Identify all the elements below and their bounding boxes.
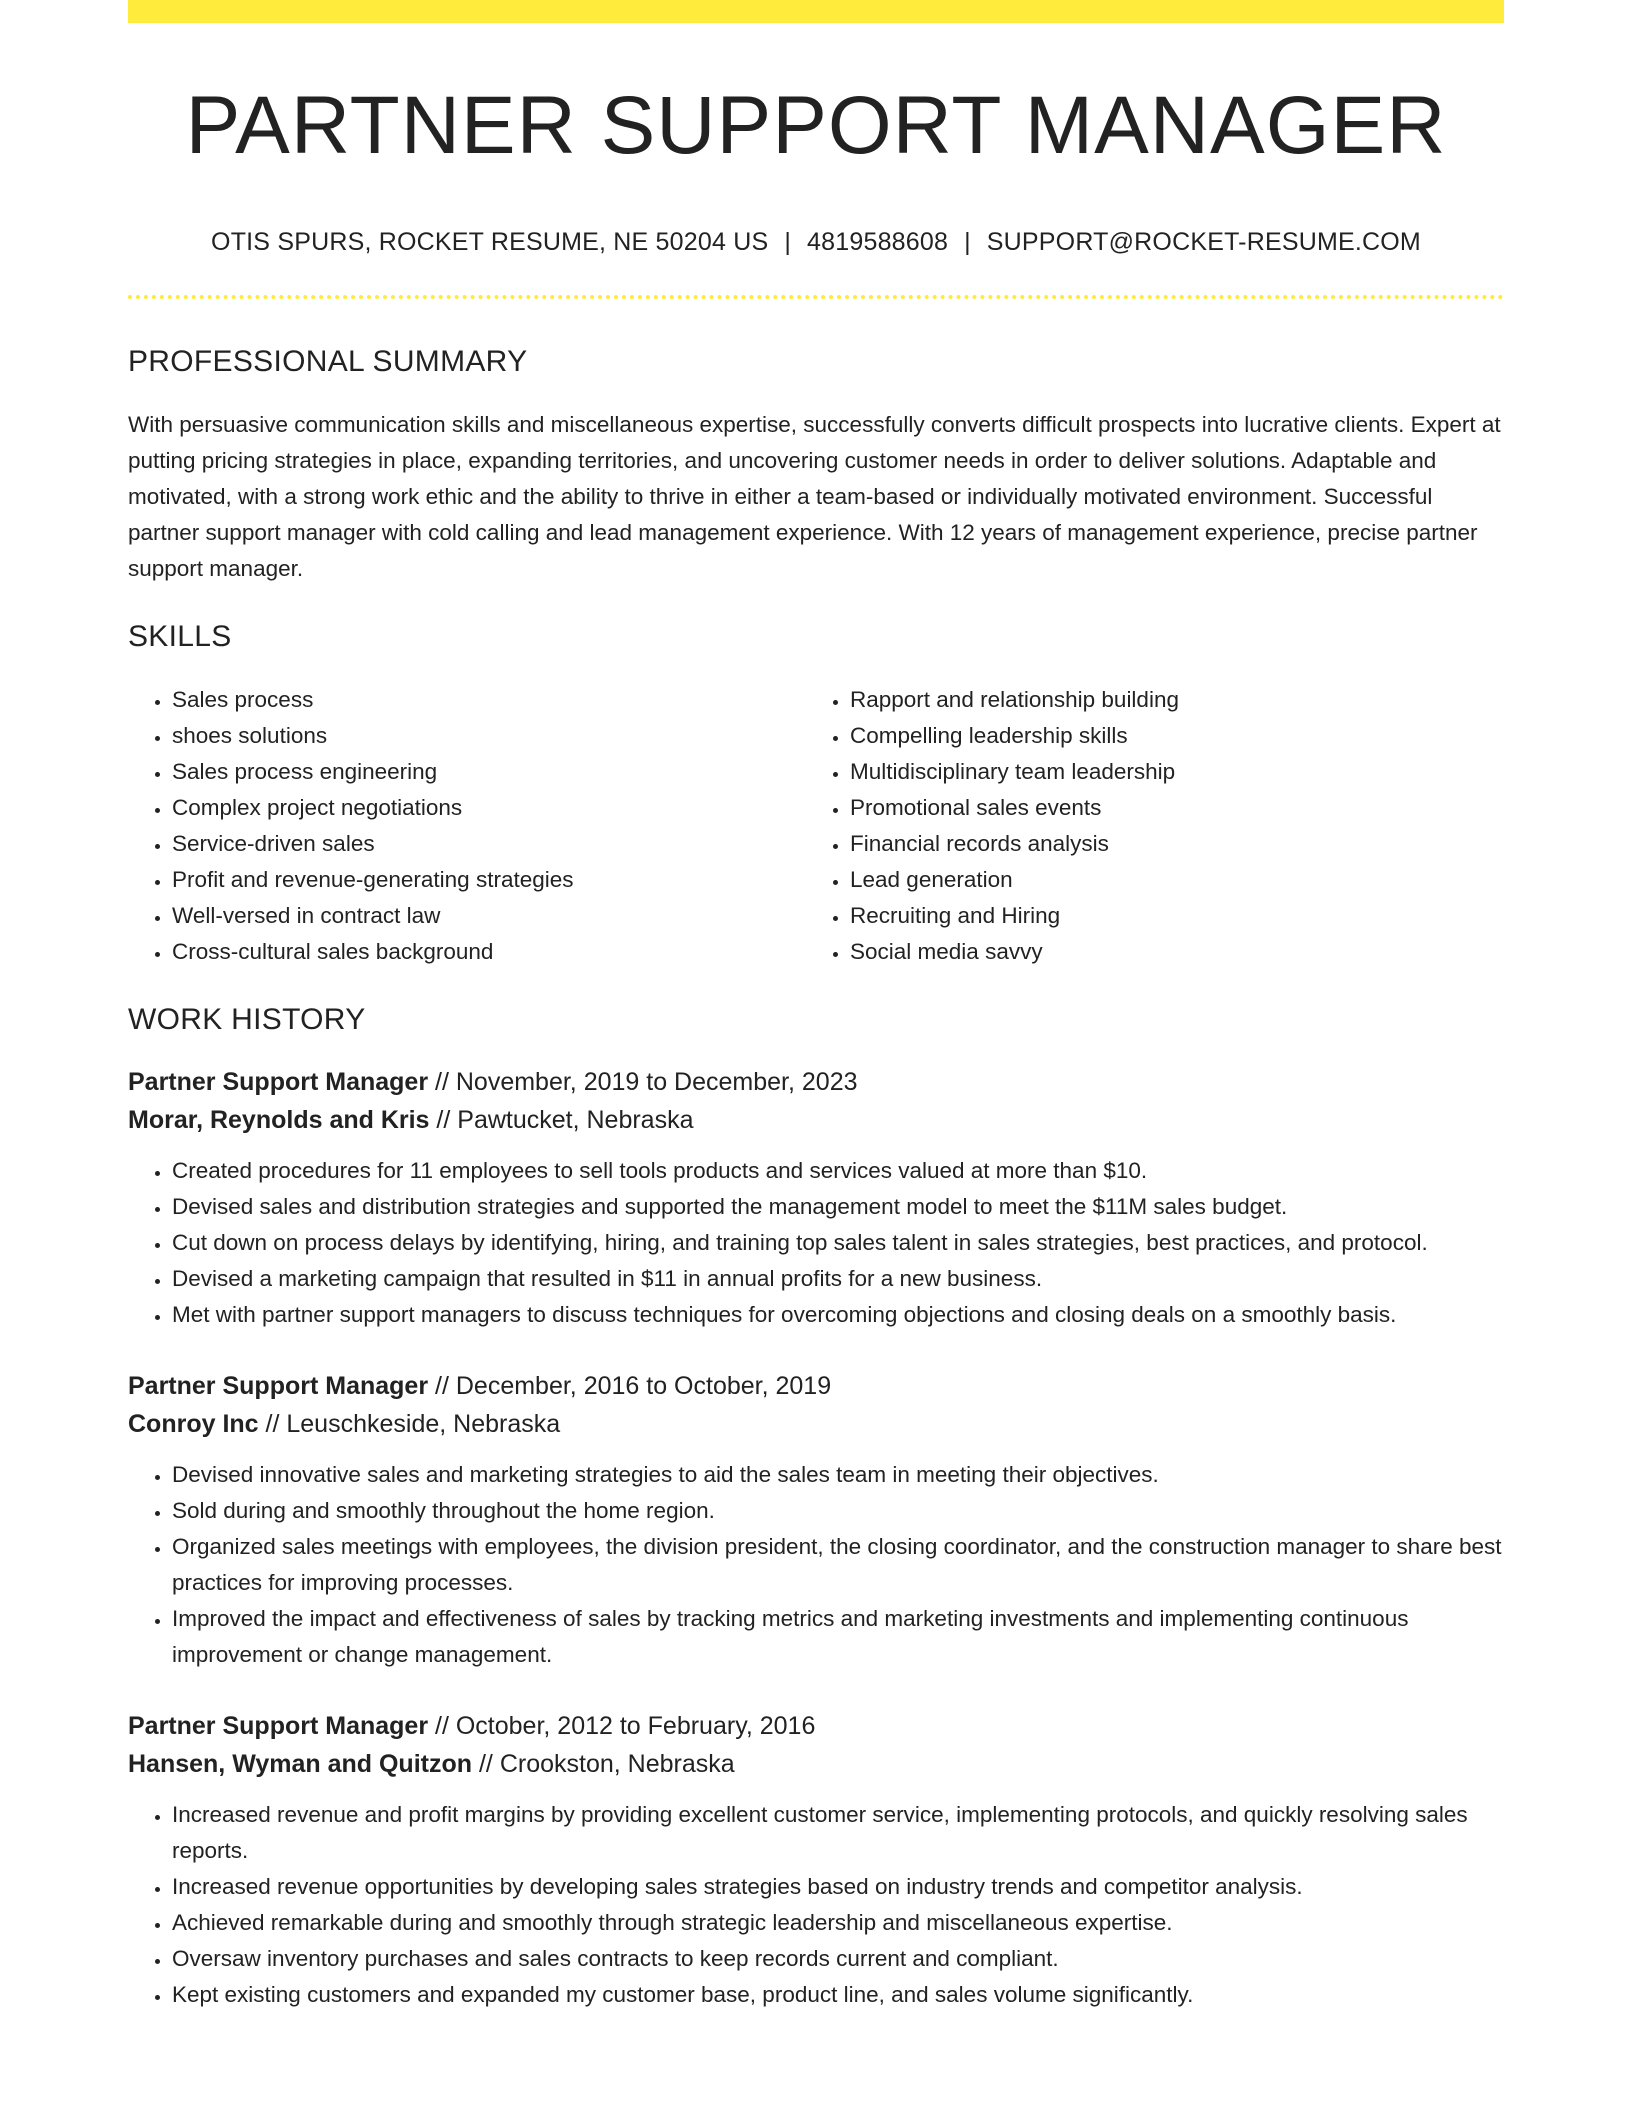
work-history-section bbox=[128, 1005, 1504, 2013]
job-delimiter: // bbox=[258, 1410, 287, 1438]
list-item: • Sold during and smoothly throughout the home region. bbox=[172, 1493, 1504, 1529]
contact-line bbox=[128, 230, 1504, 255]
section-heading: PROFESSIONAL SUMMARY bbox=[128, 345, 528, 378]
job-location: Leuschkeside, Nebraska bbox=[286, 1410, 561, 1438]
section-heading: SKILLS bbox=[128, 620, 232, 653]
list-item: • Created procedures for 11 employees to sell tools products and services valued at more than $10. bbox=[172, 1153, 1504, 1189]
list-item: • Cross-cultural sales background bbox=[172, 934, 806, 970]
job-bullets bbox=[128, 1797, 1504, 2013]
job-entry bbox=[128, 1063, 1504, 1333]
list-item: • Cut down on process delays by identifying, hiring, and training top sales talent in sales strategies, best practices, and protocol. bbox=[172, 1225, 1504, 1261]
list-item: • Social media savvy bbox=[850, 934, 1484, 970]
contact-separator: | bbox=[964, 228, 971, 256]
jobs-list bbox=[128, 1063, 1504, 2013]
job-title: Partner Support Manager bbox=[128, 1372, 429, 1400]
job-title-line bbox=[128, 1707, 1504, 1745]
job-location: Crookston, Nebraska bbox=[499, 1750, 735, 1778]
list-item: • Service-driven sales bbox=[172, 826, 806, 862]
list-item: • Sales process bbox=[172, 682, 806, 718]
contact-phone: 4819588608 bbox=[807, 228, 949, 256]
job-dates: November, 2019 to December, 2023 bbox=[455, 1068, 858, 1096]
job-bullets bbox=[128, 1153, 1504, 1333]
list-item: • Complex project negotiations bbox=[172, 790, 806, 826]
skills-list-left bbox=[128, 682, 806, 970]
job-company-line bbox=[128, 1101, 1504, 1139]
list-item: • Promotional sales events bbox=[850, 790, 1484, 826]
resume-page bbox=[128, 0, 1504, 2013]
job-title: Partner Support Manager bbox=[128, 1068, 429, 1096]
job-company: Conroy Inc bbox=[128, 1410, 259, 1438]
contact-address: OTIS SPURS, ROCKET RESUME, NE 50204 US bbox=[211, 228, 769, 256]
list-item: • Improved the impact and effectiveness of sales by tracking metrics and marketing investments and implementing continuous improvement or change management. bbox=[172, 1601, 1504, 1673]
list-item: • Rapport and relationship building bbox=[850, 682, 1484, 718]
job-location: Pawtucket, Nebraska bbox=[457, 1106, 694, 1134]
list-item: • Devised innovative sales and marketing strategies to aid the sales team in meeting their objectives. bbox=[172, 1457, 1504, 1493]
job-company: Hansen, Wyman and Quitzon bbox=[128, 1750, 473, 1778]
job-company-line bbox=[128, 1405, 1504, 1443]
job-delimiter: // bbox=[428, 1068, 456, 1096]
job-title-line bbox=[128, 1063, 1504, 1101]
list-item: • Achieved remarkable during and smoothly through strategic leadership and miscellaneous expertise. bbox=[172, 1905, 1504, 1941]
list-item: • Recruiting and Hiring bbox=[850, 898, 1484, 934]
job-company: Morar, Reynolds and Kris bbox=[128, 1106, 430, 1134]
list-item: • Devised a marketing campaign that resulted in $11 in annual profits for a new business. bbox=[172, 1261, 1504, 1297]
job-company-line bbox=[128, 1745, 1504, 1783]
summary-text: With persuasive communication skills and miscellaneous expertise, successfully converts difficult prospects into lucrative clients. Expert at putting pricing strategies in place, expanding territories, and uncovering customer needs in order to deliver solutions. Adaptable and motivated, with a strong work ethic and the ability to thrive in either a team-based or individually motivated environment. Successful partner support manager with cold calling and lead management experience. With 12 years of management experience, precise partner support manager. bbox=[128, 412, 1501, 581]
list-item: • Compelling leadership skills bbox=[850, 718, 1484, 754]
section-heading: WORK HISTORY bbox=[128, 1003, 366, 1036]
job-delimiter: // bbox=[428, 1712, 456, 1740]
contact-email: SUPPORT@ROCKET-RESUME.COM bbox=[986, 228, 1421, 256]
list-item: • Met with partner support managers to discuss techniques for overcoming objections and closing deals on a smoothly basis. bbox=[172, 1297, 1504, 1333]
list-item: • Increased revenue opportunities by developing sales strategies based on industry trends and competitor analysis. bbox=[172, 1869, 1504, 1905]
list-item: • shoes solutions bbox=[172, 718, 806, 754]
job-entry bbox=[128, 1367, 1504, 1673]
skills-list-right bbox=[806, 682, 1484, 970]
list-item: • Well-versed in contract law bbox=[172, 898, 806, 934]
list-item: • Increased revenue and profit margins by providing excellent customer service, implementing protocols, and quickly resolving sales reports. bbox=[172, 1797, 1504, 1869]
list-item: • Devised sales and distribution strategies and supported the management model to meet the $11M sales budget. bbox=[172, 1189, 1504, 1225]
job-delimiter: // bbox=[472, 1750, 500, 1778]
list-item: • Profit and revenue-generating strategies bbox=[172, 862, 806, 898]
job-delimiter: // bbox=[429, 1106, 458, 1134]
job-bullets bbox=[128, 1457, 1504, 1673]
skills-section bbox=[128, 622, 1504, 970]
list-item: • Oversaw inventory purchases and sales contracts to keep records current and compliant. bbox=[172, 1941, 1504, 1977]
job-title-line bbox=[128, 1367, 1504, 1405]
list-item: • Multidisciplinary team leadership bbox=[850, 754, 1484, 790]
header-divider bbox=[128, 295, 1504, 299]
list-item: • Kept existing customers and expanded my customer base, product line, and sales volume significantly. bbox=[172, 1977, 1504, 2013]
list-item: • Sales process engineering bbox=[172, 754, 806, 790]
list-item: • Organized sales meetings with employees, the division president, the closing coordinator, and the construction manager to share best practices for improving processes. bbox=[172, 1529, 1504, 1601]
job-title: Partner Support Manager bbox=[128, 1712, 429, 1740]
list-item: • Lead generation bbox=[850, 862, 1484, 898]
job-dates: December, 2016 to October, 2019 bbox=[455, 1372, 832, 1400]
contact-separator: | bbox=[784, 228, 792, 256]
accent-bar bbox=[128, 0, 1504, 23]
resume-title: PARTNER SUPPORT MANAGER bbox=[185, 80, 1447, 171]
job-delimiter: // bbox=[428, 1372, 456, 1400]
professional-summary-section bbox=[128, 347, 1504, 587]
skills-columns bbox=[128, 682, 1504, 970]
job-entry bbox=[128, 1707, 1504, 2013]
list-item: • Financial records analysis bbox=[850, 826, 1484, 862]
job-dates: October, 2012 to February, 2016 bbox=[455, 1712, 816, 1740]
